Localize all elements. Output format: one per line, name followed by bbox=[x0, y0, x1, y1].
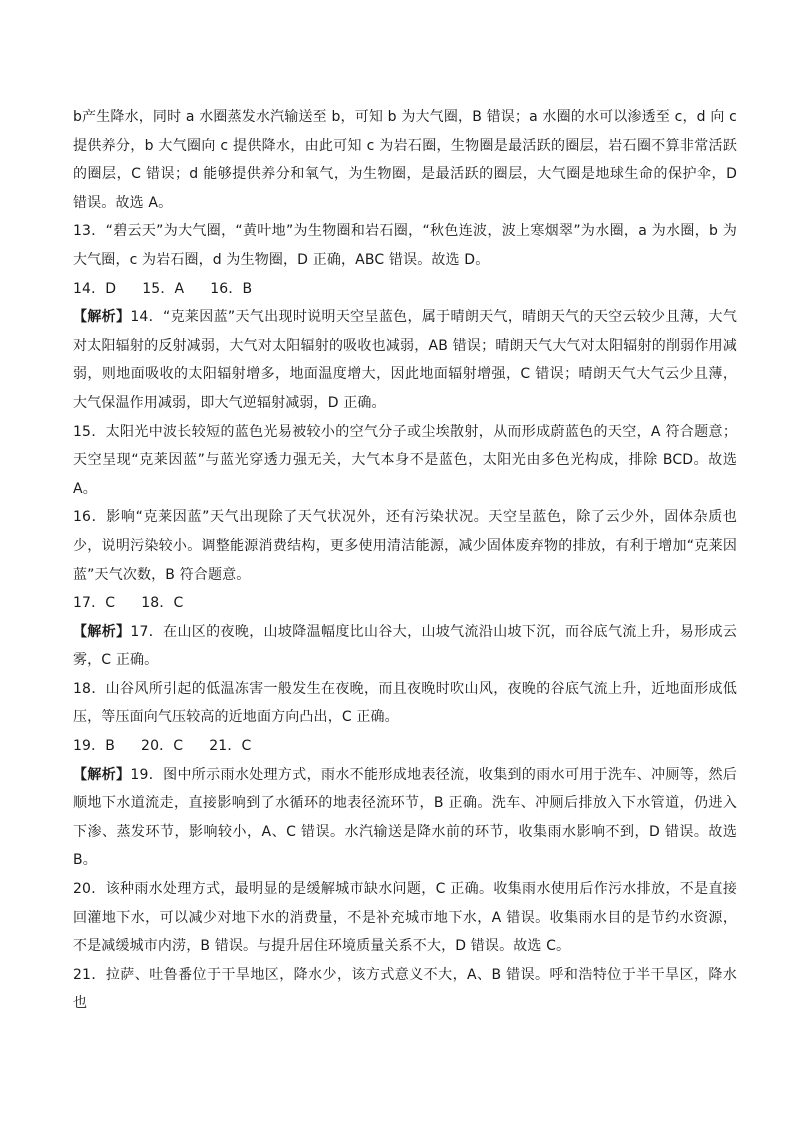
paragraph-q16 bbox=[73, 503, 737, 589]
paragraph-text: 20．该种雨水处理方式，最明显的是缓解城市缺水问题，C 正确。收集雨水使用后作污水排放，不是直接回灌地下水，可以减少对地下水的消费量，不是补充城市地下水，A 错误。收集雨水目的是节约水资源，不是减缓城市内涝，B 错误。与提升居住环境质量关系不大，D 错误。故选 C。 bbox=[73, 881, 737, 955]
analysis-label: 【解析】 bbox=[73, 766, 131, 783]
analysis-label: 【解析】 bbox=[73, 623, 131, 640]
paragraph-text: 16．影响“克莱因蓝”天气出现除了天气状况外，还有污染状况。天空呈蓝色，除了云少外，固体杂质也少，说明污染较小。调整能源消费结构，更多使用清洁能源，减少固体废弃物的排放，有利于增加“克莱因蓝”天气次数，B 符合题意。 bbox=[73, 509, 737, 583]
answer-20: 20．C bbox=[141, 738, 184, 755]
paragraph-text: 17．在山区的夜晚，山坡降温幅度比山谷大，山坡气流沿山坡下沉，而谷底气流上升，易形成云雾，C 正确。 bbox=[73, 623, 737, 669]
paragraph-continuation bbox=[73, 103, 737, 217]
answer-key-19-21 bbox=[73, 732, 737, 761]
answer-18: 18．C bbox=[141, 595, 184, 612]
answer-16: 16．B bbox=[210, 280, 253, 297]
answer-17: 17．C bbox=[73, 595, 116, 612]
paragraph-q13 bbox=[73, 217, 737, 274]
answer-14: 14．D bbox=[73, 280, 117, 297]
answer-19: 19．B bbox=[73, 738, 116, 755]
paragraph-q20 bbox=[73, 875, 737, 961]
paragraph-q19 bbox=[73, 761, 737, 875]
answer-key-14-16 bbox=[73, 275, 737, 304]
paragraph-text: 14．“克莱因蓝”天气出现时说明天空呈蓝色，属于晴朗天气，晴朗天气的天空云较少且薄，大气对太阳辐射的反射减弱，大气对太阳辐射的吸收也减弱，AB 错误；晴朗天气大气对太阳辐射的削弱作用减弱，则地面吸收的太阳辐射增多，地面温度增大，因此地面辐射增强，C 错误；晴朗天气大气云少且薄，大气保温作用减弱，即大气逆辐射减弱，D 正确。 bbox=[73, 309, 737, 411]
analysis-label: 【解析】 bbox=[73, 309, 131, 326]
answer-21: 21．C bbox=[209, 738, 252, 755]
paragraph-q21 bbox=[73, 961, 737, 1018]
paragraph-text: 21．拉萨、吐鲁番位于干旱地区，降水少，该方式意义不大，A、B 错误。呼和浩特位于半干旱区，降水也 bbox=[73, 966, 737, 1012]
paragraph-text: 13．“碧云天”为大气圈，“黄叶地”为生物圈和岩石圈，“秋色连波，波上寒烟翠”为水圈，a 为水圈，b 为大气圈，c 为岩石圈，d 为生物圈，D 正确，ABC 错误。故选 D。 bbox=[73, 223, 737, 268]
paragraph-q17 bbox=[73, 618, 737, 675]
paragraph-text: 15．太阳光中波长较短的蓝色光易被较小的空气分子或尘埃散射，从而形成蔚蓝色的天空，A 符合题意；天空呈现“克莱因蓝”与蓝光穿透力强无关，大气本身不是蓝色，太阳光由多色光构成，排除 BCD。故选 A。 bbox=[73, 423, 737, 497]
paragraph-q18 bbox=[73, 675, 737, 732]
paragraph-q14 bbox=[73, 303, 737, 417]
answer-key-17-18 bbox=[73, 589, 737, 618]
answer-15: 15．A bbox=[142, 280, 185, 297]
paragraph-text: b产生降水，同时 a 水圈蒸发水汽输送至 b，可知 b 为大气圈，B 错误；a 水圈的水可以渗透至 c，d 向 c 提供养分，b 大气圈向 c 提供降水，由此可知 c 为岩石圈，生物圈是最活跃的圈层，岩石圈不算非常活跃的圈层，C 错误；d 能够提供养分和氧气，为生物圈，是最活跃的圈层，大气圈是地球生命的保护伞，D 错误。故选 A。 bbox=[73, 109, 737, 211]
paragraph-q15 bbox=[73, 418, 737, 504]
paragraph-text: 19．图中所示雨水处理方式，雨水不能形成地表径流，收集到的雨水可用于洗车、冲厕等，然后顺地下水道流走，直接影响到了水循环的地表径流环节，B 正确。洗车、冲厕后排放入下水管道，仍进入下渗、蒸发环节，影响较小，A、C 错误。水汽输送是降水前的环节，收集雨水影响不到，D 错误。故选 B。 bbox=[73, 766, 737, 869]
answer-explanations bbox=[73, 103, 737, 1018]
paragraph-text: 18．山谷风所引起的低温冻害一般发生在夜晚，而且夜晚时吹山风，夜晚的谷底气流上升，近地面形成低压，等压面向气压较高的近地面方向凸出，C 正确。 bbox=[73, 680, 737, 726]
